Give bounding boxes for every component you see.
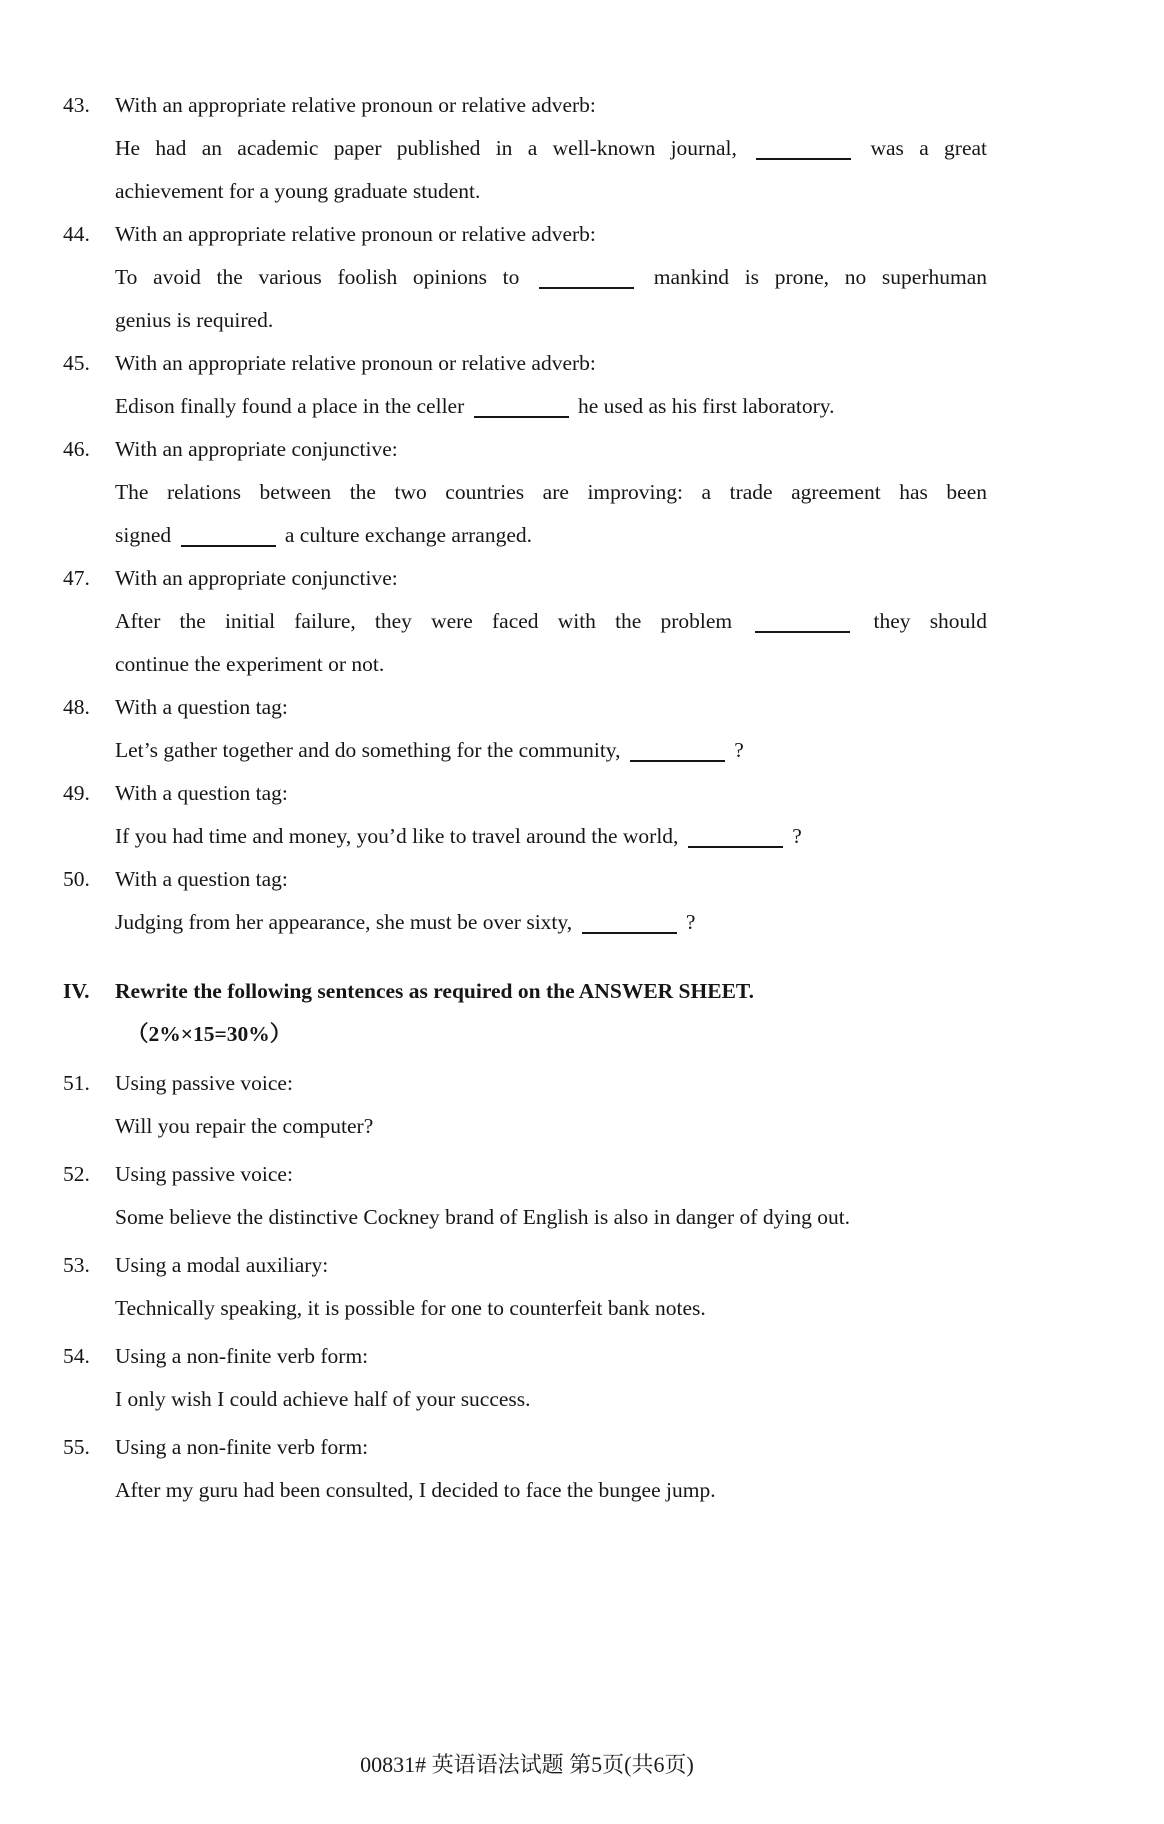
- sentence-line: [115, 256, 987, 299]
- sentence-text: he used as his first laboratory.: [578, 394, 835, 418]
- question-prompt: Using passive voice:: [115, 1071, 293, 1095]
- section-number: IV.: [63, 979, 90, 1003]
- question-body: [115, 858, 987, 944]
- sentence-line: [115, 514, 987, 557]
- question-body: [115, 342, 987, 428]
- question-body: [115, 428, 987, 557]
- sentence-text: was a great: [870, 136, 988, 160]
- sentence-text: He had an academic paper published in a well-known journal,: [115, 136, 737, 160]
- question-item-51: [63, 1062, 987, 1148]
- sentence-line: [115, 127, 987, 170]
- question-prompt: Using passive voice:: [115, 1162, 293, 1186]
- answer-blank: [755, 631, 850, 633]
- section-heading: [63, 970, 987, 1056]
- question-body: [115, 1335, 987, 1421]
- sentence-text: After the initial failure, they were faced with the problem: [115, 609, 733, 633]
- sentence-line: Technically speaking, it is possible for one to counterfeit bank notes.: [115, 1296, 706, 1320]
- question-body: [115, 1153, 987, 1239]
- question-number: 47.: [63, 566, 90, 590]
- sentence-line: [115, 815, 987, 858]
- answer-blank: [474, 416, 569, 418]
- question-item-48: [63, 686, 987, 772]
- sentence-line: achievement for a young graduate student.: [115, 179, 481, 203]
- sentence-line: genius is required.: [115, 308, 274, 332]
- sentence-text: ?: [734, 738, 744, 762]
- answer-blank: [756, 158, 851, 160]
- question-item-43: [63, 84, 987, 213]
- sentence-line: After my guru had been consulted, I decided to face the bungee jump.: [115, 1478, 716, 1502]
- answer-blank: [688, 846, 783, 848]
- question-number: 43.: [63, 93, 90, 117]
- question-number: 48.: [63, 695, 90, 719]
- sentence-line: [115, 600, 987, 643]
- sentence-line: I only wish I could achieve half of your success.: [115, 1387, 531, 1411]
- sentence-text: Edison finally found a place in the celler: [115, 394, 465, 418]
- sentence-line: The relations between the two countries are improving: a trade agreement has been: [115, 480, 987, 504]
- question-prompt: Using a non-finite verb form:: [115, 1344, 369, 1368]
- sentence-text: signed: [115, 523, 172, 547]
- sentence-line: continue the experiment or not.: [115, 652, 385, 676]
- section-title: Rewrite the following sentences as required on the ANSWER SHEET.: [115, 979, 755, 1003]
- sentence-text: Let’s gather together and do something for the community,: [115, 738, 621, 762]
- question-prompt: With an appropriate conjunctive:: [115, 437, 398, 461]
- question-number: 54.: [63, 1344, 90, 1368]
- question-item-55: [63, 1426, 987, 1512]
- sentence-text: a culture exchange arranged.: [284, 523, 532, 547]
- question-body: [115, 213, 987, 342]
- question-number: 49.: [63, 781, 90, 805]
- sentence-line: [115, 901, 987, 944]
- question-number: 53.: [63, 1253, 90, 1277]
- answer-blank: [630, 760, 725, 762]
- question-prompt: With an appropriate relative pronoun or relative adverb:: [115, 351, 596, 375]
- question-prompt: With an appropriate conjunctive:: [115, 566, 398, 590]
- question-prompt: With a question tag:: [115, 867, 288, 891]
- sentence-line: Will you repair the computer?: [115, 1114, 374, 1138]
- sentence-text: If you had time and money, you’d like to travel around the world,: [115, 824, 679, 848]
- question-prompt: With a question tag:: [115, 781, 288, 805]
- sentence-text: Judging from her appearance, she must be over sixty,: [115, 910, 573, 934]
- question-item-46: [63, 428, 987, 557]
- sentence-line: [115, 385, 987, 428]
- question-number: 55.: [63, 1435, 90, 1459]
- question-number: 45.: [63, 351, 90, 375]
- question-item-53: [63, 1244, 987, 1330]
- question-item-49: [63, 772, 987, 858]
- answer-blank: [539, 287, 634, 289]
- question-body: [115, 772, 987, 858]
- question-body: [115, 1062, 987, 1148]
- question-body: [115, 84, 987, 213]
- question-prompt: With an appropriate relative pronoun or relative adverb:: [115, 222, 596, 246]
- question-item-50: [63, 858, 987, 944]
- page-content: [63, 84, 987, 1512]
- question-item-52: [63, 1153, 987, 1239]
- question-number: 51.: [63, 1071, 90, 1095]
- question-prompt: With a question tag:: [115, 695, 288, 719]
- question-number: 44.: [63, 222, 90, 246]
- sentence-line: Some believe the distinctive Cockney brand of English is also in danger of dying out.: [115, 1205, 851, 1229]
- question-number: 46.: [63, 437, 90, 461]
- question-number: 52.: [63, 1162, 90, 1186]
- sentence-text: mankind is prone, no superhuman: [653, 265, 988, 289]
- question-item-44: [63, 213, 987, 342]
- question-item-47: [63, 557, 987, 686]
- sentence-text: To avoid the various foolish opinions to: [115, 265, 520, 289]
- answer-blank: [181, 545, 276, 547]
- question-number: 50.: [63, 867, 90, 891]
- sentence-line: [115, 729, 987, 772]
- sentence-text: ?: [685, 910, 696, 934]
- question-item-45: [63, 342, 987, 428]
- page-footer: 00831# 英语语法试题 第5页(共6页): [360, 1752, 694, 1777]
- answer-blank: [582, 932, 677, 934]
- question-item-54: [63, 1335, 987, 1421]
- sentence-text: ?: [792, 824, 802, 848]
- section-heading-body: [115, 970, 987, 1056]
- sentence-text: they should: [873, 609, 988, 633]
- question-body: [115, 1426, 987, 1512]
- section-points: （2%×15=30%）: [127, 1022, 292, 1046]
- question-prompt: With an appropriate relative pronoun or relative adverb:: [115, 93, 596, 117]
- question-body: [115, 557, 987, 686]
- question-body: [115, 1244, 987, 1330]
- question-body: [115, 686, 987, 772]
- question-prompt: Using a non-finite verb form:: [115, 1435, 369, 1459]
- question-prompt: Using a modal auxiliary:: [115, 1253, 329, 1277]
